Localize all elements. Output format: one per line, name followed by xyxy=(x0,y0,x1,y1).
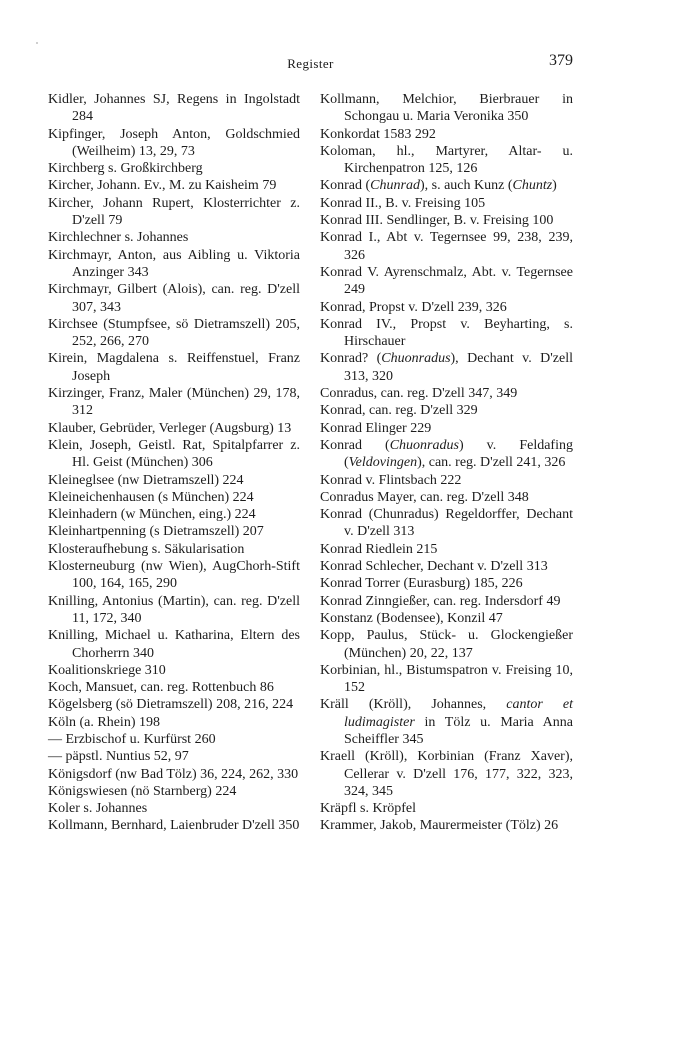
index-entry: Königswiesen (nö Starnberg) 224 xyxy=(48,783,237,799)
index-entry: Kircher, Johann Rupert, Klosterrichter z. D'zell 79 xyxy=(48,195,300,229)
index-entry xyxy=(320,593,573,610)
index-entry xyxy=(320,212,573,229)
index-entry: Kleinhartpenning (s Dietramszell) 207 xyxy=(48,524,264,540)
italic-term: Chunrad xyxy=(370,178,420,194)
index-entry: Kircher, Johann. Ev., M. zu Kaisheim 79 xyxy=(48,178,277,194)
index-entry xyxy=(320,558,573,575)
index-entry: Kleineichenhausen (s München) 224 xyxy=(48,489,254,505)
page-header xyxy=(48,52,573,76)
index-entry: Kirchlechner s. Johannes xyxy=(48,230,189,246)
index-entry xyxy=(320,748,573,800)
index-entry: — Erzbischof u. Kurfürst 260 xyxy=(48,731,216,747)
entry-text: Koloman, hl., Martyrer, Altar- u. Kirchenpatron 125, 126 xyxy=(320,143,573,177)
entry-text: Konrad (Chunradus) Regeldorffer, Dechant v. D'zell 313 xyxy=(320,507,573,540)
entry-text: Konrad II., B. v. Freising 105 xyxy=(320,195,486,211)
index-entry: — päpstl. Nuntius 52, 97 xyxy=(48,749,189,765)
index-entry: Koalitionskriege 310 xyxy=(48,662,166,678)
entry-text: Konrad v. Flintsbach 222 xyxy=(320,472,462,488)
index-entry xyxy=(320,662,573,697)
index-entry xyxy=(320,195,573,212)
index-entry: Kleinhadern (w München, eing.) 224 xyxy=(48,507,256,523)
entry-text: Konrad III. Sendlinger, B. v. Freising 100 xyxy=(320,213,554,229)
entry-text: Konkordat 1583 292 xyxy=(320,126,436,142)
index-entry xyxy=(320,402,573,419)
index-entry: Kirchberg s. Großkirchberg xyxy=(48,161,203,177)
margin-speck xyxy=(36,42,38,44)
entry-text: Conradus Mayer, can. reg. D'zell 348 xyxy=(320,489,529,505)
entry-text: Konrad, can. reg. D'zell 329 xyxy=(320,403,478,419)
entry-text: Kräpfl s. Kröpfel xyxy=(320,801,417,817)
index-entry xyxy=(320,177,573,194)
entry-text: Konrad? ( xyxy=(320,351,382,367)
entry-text: ), s. auch Kunz ( xyxy=(419,178,513,194)
index-entry: Köln (a. Rhein) 198 xyxy=(48,714,160,730)
index-entry xyxy=(320,299,573,316)
index-entry xyxy=(320,126,573,143)
index-entry xyxy=(320,385,573,402)
index-entry xyxy=(320,229,573,264)
index-entry: Koch, Mansuet, can. reg. Rottenbuch 86 xyxy=(48,680,274,696)
index-column-left xyxy=(48,91,300,835)
index-entry xyxy=(320,575,573,592)
entry-text: Kraell (Kröll), Korbinian (Franz Xaver), Cellerar v. D'zell 176, 177, 322, 323, 324, 345 xyxy=(320,749,573,799)
index-entry: Kollmann, Bernhard, Laienbruder D'zell 350 xyxy=(48,818,300,834)
index-entry xyxy=(320,817,573,834)
index-entry: Klosterneuburg (nw Wien), AugChorh-Stift 100, 164, 165, 290 xyxy=(48,559,300,592)
index-entry xyxy=(320,437,573,472)
entry-text: Konrad Torrer (Eurasburg) 185, 226 xyxy=(320,576,523,592)
entry-text: ), can. reg. D'zell 241, 326 xyxy=(417,455,566,471)
entry-text: Kräll (Kröll), Johannes, xyxy=(320,697,507,713)
entry-text: Kopp, Paulus, Stück- u. Glockengießer (München) 20, 22, 137 xyxy=(320,628,573,661)
entry-text: Konrad IV., Propst v. Beyharting, s. Hirschauer xyxy=(320,316,573,350)
index-entry: Koler s. Johannes xyxy=(48,801,148,817)
index-entry: Königsdorf (nw Bad Tölz) 36, 224, 262, 330 xyxy=(48,766,299,782)
index-entry xyxy=(320,264,573,299)
entry-text: Konrad Elinger 229 xyxy=(320,420,432,436)
index-entry: Kleineglsee (nw Dietramszell) 224 xyxy=(48,472,244,488)
index-entry xyxy=(320,489,573,506)
index-entry xyxy=(320,627,573,662)
entry-text: Konrad ( xyxy=(320,178,371,194)
entry-text: Konrad V. Ayrenschmalz, Abt. v. Tegernsee 249 xyxy=(320,264,573,298)
index-entry xyxy=(320,143,573,178)
italic-term: Chuonradus xyxy=(389,437,459,453)
index-entry: Kögelsberg (sö Dietramszell) 208, 216, 224 xyxy=(48,697,294,713)
index-entry: Klauber, Gebrüder, Verleger (Augsburg) 13 xyxy=(48,420,292,436)
index-entry: Knilling, Antonius (Martin), can. reg. D'zell 11, 172, 340 xyxy=(48,593,300,626)
italic-term: Veldovingen xyxy=(348,455,418,471)
italic-term: cantor et ludimagister xyxy=(344,697,573,730)
index-entry: Kirchmayr, Gilbert (Alois), can. reg. D'zell 307, 343 xyxy=(48,282,300,315)
entry-text: ), Dechant v. D'zell 313, 320 xyxy=(344,351,573,384)
index-entry: Kirzinger, Franz, Maler (München) 29, 178, 312 xyxy=(48,386,300,419)
index-entry xyxy=(320,506,573,541)
entry-text: Konrad I., Abt v. Tegernsee 99, 238, 239, 326 xyxy=(320,230,573,263)
entry-text: Konstanz (Bodensee), Konzil 47 xyxy=(320,610,503,626)
entry-text: in Tölz u. Maria Anna Scheiffler 345 xyxy=(344,714,573,747)
entry-text: Konrad, Propst v. D'zell 239, 326 xyxy=(320,299,507,315)
entry-text: Konrad Zinngießer, can. reg. Indersdorf 49 xyxy=(320,593,561,609)
entry-text: Konrad Riedlein 215 xyxy=(320,541,438,557)
entry-text: Kollmann, Melchior, Bierbrauer in Schongau u. Maria Veronika 350 xyxy=(320,92,573,125)
entry-text: Krammer, Jakob, Maurermeister (Tölz) 26 xyxy=(320,818,559,834)
index-entry xyxy=(320,316,573,351)
index-entry: Kirein, Magdalena s. Reiffenstuel, Franz Joseph xyxy=(48,351,300,384)
index-entry xyxy=(320,541,573,558)
entry-text: Conradus, can. reg. D'zell 347, 349 xyxy=(320,386,518,402)
entry-text: Korbinian, hl., Bistumspatron v. Freising 10, 152 xyxy=(320,662,573,696)
entry-text: ) v. Feldafing ( xyxy=(344,437,573,471)
index-entry: Klein, Joseph, Geistl. Rat, Spitalpfarrer z. Hl. Geist (München) 306 xyxy=(48,437,300,471)
italic-term: Chuonradus xyxy=(381,351,451,367)
index-entry: Kirchsee (Stumpfsee, sö Dietramszell) 205, 252, 266, 270 xyxy=(48,316,300,350)
running-title: Register xyxy=(287,56,334,71)
entry-text: Konrad ( xyxy=(320,437,390,453)
index-entry xyxy=(320,696,573,748)
page-number: 379 xyxy=(549,52,573,69)
italic-term: Chuntz xyxy=(512,178,553,194)
index-entry xyxy=(320,800,573,817)
index-entry: Knilling, Michael u. Katharina, Eltern des Chorherrn 340 xyxy=(48,628,300,661)
index-entry: Kirchmayr, Anton, aus Aibling u. Viktoria Anzinger 343 xyxy=(48,247,300,280)
entry-text: ) xyxy=(552,178,557,194)
index-entry xyxy=(320,610,573,627)
index-entry xyxy=(320,350,573,385)
index-entry xyxy=(320,472,573,489)
index-entry: Kipfinger, Joseph Anton, Goldschmied (Weilheim) 13, 29, 73 xyxy=(48,126,300,159)
index-entry: Klosteraufhebung s. Säkularisation xyxy=(48,541,245,557)
index-column-right xyxy=(320,91,573,835)
entry-text: Konrad Schlecher, Dechant v. D'zell 313 xyxy=(320,559,548,575)
index-entry xyxy=(320,420,573,437)
index-entry: Kidler, Johannes SJ, Regens in Ingolstadt 284 xyxy=(48,92,300,125)
index-entry xyxy=(320,91,573,126)
